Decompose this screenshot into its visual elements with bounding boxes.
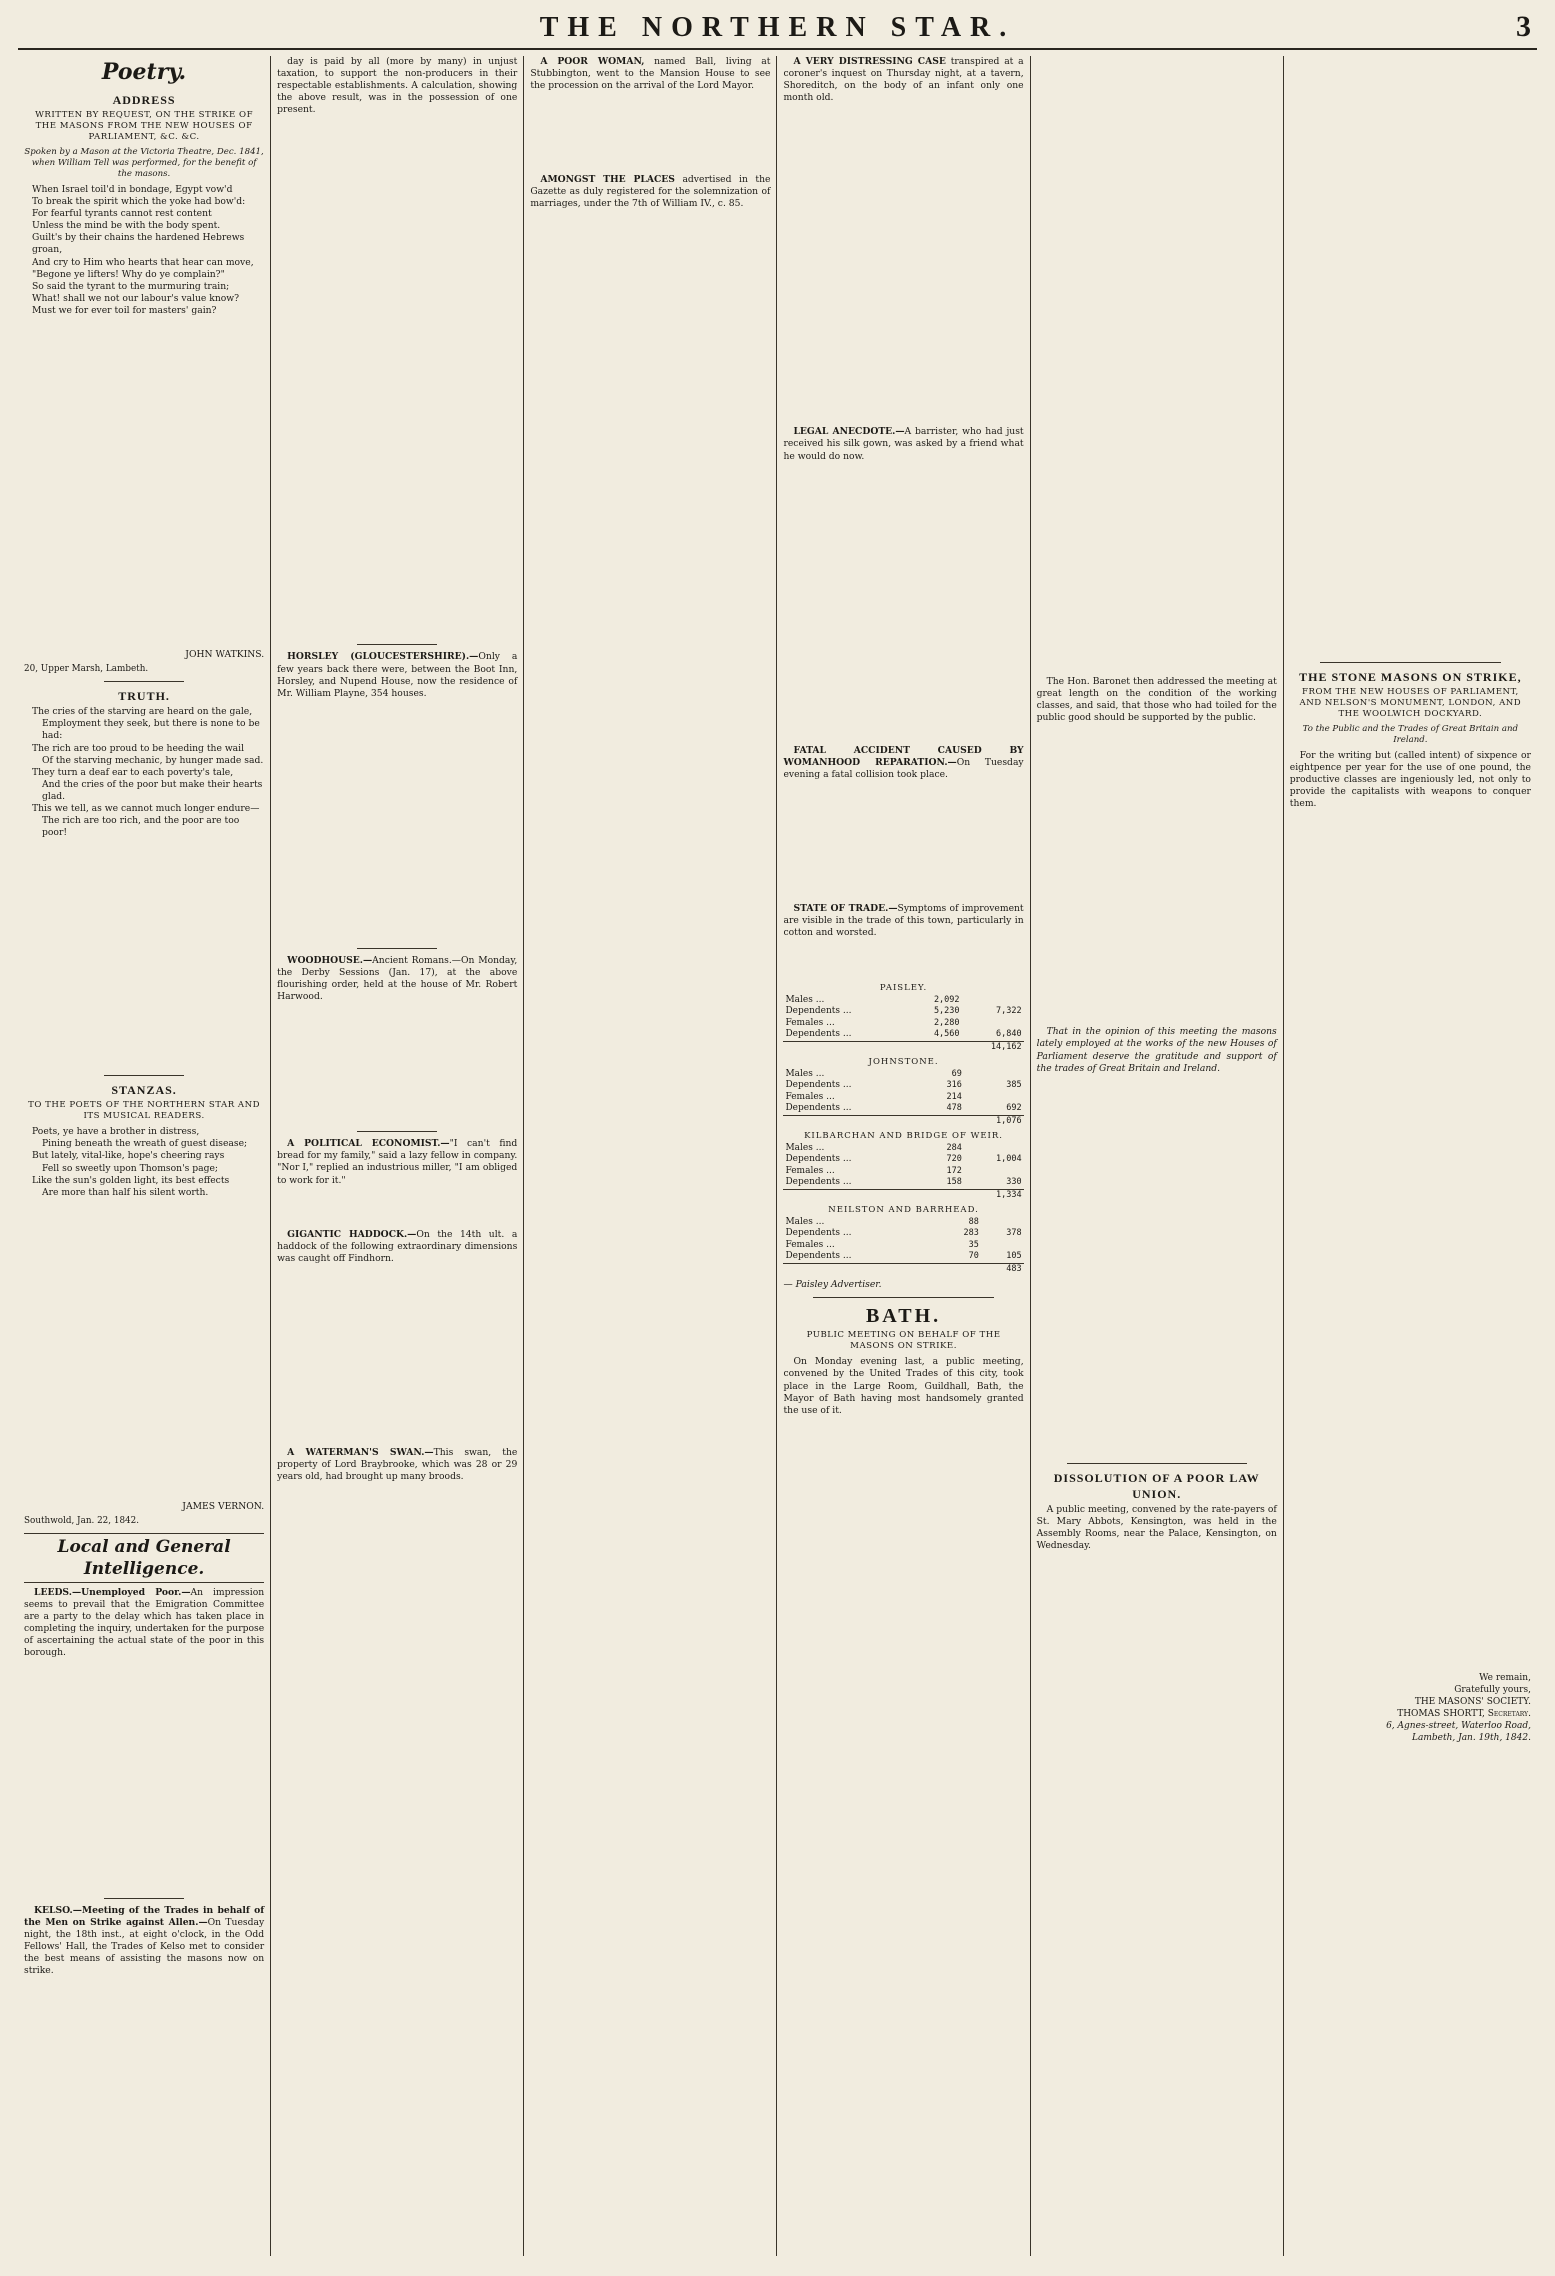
stats-label: Males ... (785, 1068, 825, 1079)
article-paragraph (277, 1447, 517, 1483)
article-continuation (277, 1267, 517, 1447)
bath-title: BATH. (865, 1305, 942, 1328)
stats-total-spacer (783, 1189, 924, 1201)
article-paragraph (783, 426, 1023, 462)
column-6 (1284, 56, 1537, 2256)
article-text: On Monday evening last, a public meeting, convened by the United Trades of this city, took place in the Large Room, Guildhall, Bath, the Mayor of Bath having most handsomely granted the use of it. (783, 1356, 1024, 1416)
stats-value: 283 (963, 1228, 979, 1239)
poem-line: Unless the mind be with the body spent. (32, 220, 221, 232)
stats-row (783, 1228, 1023, 1240)
closing-line: THE MASONS' SOCIETY. (1414, 1697, 1531, 1708)
divider (104, 681, 184, 682)
poem-line: What! shall we not our labour's value know? (32, 292, 240, 304)
column-3 (524, 56, 777, 2256)
paisley-stats (783, 983, 1023, 1275)
article-paragraph (1290, 750, 1531, 810)
stats-total: 1,334 (964, 1189, 1024, 1201)
column-1 (18, 56, 271, 2256)
article-text: day is paid by all (more by many) in unjust taxation, to support the non-producers in their respectable establishments. A calculation, showing the above result, was in the possession of one present. (277, 56, 518, 116)
article-continuation (1037, 1077, 1277, 1457)
article-lead: HORSLEY (GLOUCESTERSHIRE).— (287, 651, 479, 663)
article-text: An impression seems to prevail that the Emigration Committee are a party to the delay which has taken place in completing the inquiry, undertaken for the purpose of ascertaining the actual state of the poor in this borough. (24, 1587, 265, 1659)
poem-line: Pining beneath the wreath of guest disease; (42, 1138, 248, 1150)
divider (813, 1297, 993, 1298)
article-text: "I can't find bread for my family," said a lazy fellow in company. "Nor I," replied an industrious miller, "I am obliged to work for it." (277, 1138, 518, 1186)
stats-label: Dependents ... (785, 1228, 852, 1239)
stats-table (783, 1131, 1023, 1201)
stanzas-poem-dedication: TO THE POETS OF THE NORTHERN STAR AND ITS MUSICAL READERS. (28, 1100, 261, 1122)
article-continuation (530, 94, 770, 174)
stanzas-poem-address: Southwold, Jan. 22, 1842. (24, 1515, 140, 1526)
article-text: transpired at a coroner's inquest on Thursday night, at a tavern, Shoreditch, on the body of an infant only one month old. (783, 56, 1024, 104)
article-text: This swan, the property of Lord Braybrooke, which was 28 or 29 years old, had brought up many broods. (277, 1446, 518, 1483)
stats-row (783, 1006, 1023, 1018)
stats-value: 2,280 (933, 1017, 960, 1028)
article-text: Symptoms of improvement are visible in the trade of this town, particularly in cotton and worsted. (783, 902, 1024, 939)
article-paragraph (783, 56, 1023, 104)
stats-row (783, 1217, 1023, 1229)
article-lead: A POLITICAL ECONOMIST.— (287, 1138, 450, 1150)
stats-total-spacer (925, 1115, 964, 1127)
poem-line: They turn a deaf ear to each poverty's tale, (32, 766, 234, 778)
stats-label: Dependents ... (785, 1177, 852, 1188)
article-paragraph (1037, 1026, 1277, 1074)
poetry-section-title: Poetry. (101, 59, 187, 85)
article-continuation (783, 941, 1023, 981)
article-lead: LEGAL ANECDOTE.— (793, 426, 905, 438)
truth-poem-continuation (24, 839, 264, 1069)
page-number: 3 (1516, 10, 1531, 43)
article-text: Ancient Romans.—On Monday, the Derby Sessions (Jan. 17), at the above flourishing order, held at the house of Mr. Robert Harwood. (277, 954, 518, 1003)
article-text: On Tuesday night, the 18th inst., at eight o'clock, in the Odd Fellows' Hall, the Trades of Kelso met to consider the best means of assisting the masons now on strike. (24, 1916, 265, 1977)
article-lead: WOODHOUSE.— (287, 954, 373, 966)
article-paragraph (783, 1356, 1023, 1416)
stats-table (783, 1205, 1023, 1275)
article-paragraph (277, 651, 517, 699)
poem-line: But lately, vital-like, hope's cheering rays (32, 1150, 225, 1162)
article-continuation (277, 1005, 517, 1125)
article-continuation (530, 213, 770, 1613)
stats-label: Dependents ... (785, 1103, 852, 1114)
address-poem-title: ADDRESS (112, 93, 176, 107)
poem-line: This we tell, as we cannot much longer endure— (32, 802, 260, 814)
stats-value: 5,230 (933, 1006, 960, 1017)
article-continuation (783, 1419, 1023, 1619)
article-lead: STATE OF TRADE.— (793, 902, 898, 914)
address-poem-continuation (24, 317, 264, 647)
stats-subtotal (962, 995, 1024, 1007)
divider (1067, 1463, 1247, 1464)
closing-line: We remain, (1479, 1673, 1531, 1684)
stats-total-row (783, 1115, 1023, 1127)
article-paragraph (24, 1905, 264, 1978)
stats-value: 88 (968, 1216, 979, 1227)
article-continuation (783, 783, 1023, 903)
stats-label: Dependents ... (785, 1029, 852, 1040)
article-continuation (1290, 812, 1531, 1672)
article-continuation (277, 702, 517, 942)
poem-line: For fearful tyrants cannot rest content (32, 208, 212, 220)
divider (104, 1898, 184, 1899)
stone-masons-closing (1290, 1672, 1531, 1744)
stats-total-row (783, 1041, 1023, 1053)
stats-value: 316 (946, 1080, 962, 1091)
stats-subtotal: 378 (1006, 1228, 1022, 1239)
stats-subtotal: 385 (1006, 1080, 1022, 1091)
article-continuation (277, 1485, 517, 1985)
column-2 (271, 56, 524, 2256)
stats-row (783, 1251, 1023, 1263)
stats-label: Males ... (785, 1142, 825, 1153)
stats-row (783, 995, 1023, 1007)
stats-row (783, 1103, 1023, 1115)
stats-label: Males ... (785, 1216, 825, 1227)
stats-total-spacer (925, 1189, 964, 1201)
article-paragraph (277, 56, 517, 116)
article-continuation (1037, 1554, 1277, 1814)
stanzas-poem-continuation (24, 1199, 264, 1499)
article-text: advertised in the Gazette as duly registered for the solemnization of marriages, under the 7th of William IV., c. 85. (530, 174, 771, 210)
stats-total-spacer (783, 1263, 938, 1275)
article-continuation (277, 118, 517, 638)
poem-line: So said the tyrant to the murmuring train; (32, 280, 230, 292)
article-continuation (277, 1189, 517, 1229)
poem-line: Are more than half his silent worth. (42, 1186, 209, 1198)
divider (357, 644, 437, 645)
stats-row (783, 1154, 1023, 1166)
stats-total: 1,076 (964, 1115, 1024, 1127)
stats-value: 4,560 (933, 1029, 960, 1040)
article-text: A public meeting, convened by the rate-payers of St. Mary Abbots, Kensington, was held in the Assembly Rooms, near the Palace, Kensington, on Wednesday. (1036, 1503, 1277, 1552)
stats-label: Dependents ... (785, 1080, 852, 1091)
stanzas-poem-signature: JAMES VERNON. (182, 1500, 265, 1512)
stats-value: 172 (946, 1165, 962, 1176)
stats-value: 284 (946, 1142, 962, 1153)
stats-subtotal (964, 1069, 1024, 1081)
divider (1320, 662, 1501, 663)
address-poem-signature: JOHN WATKINS. (185, 649, 265, 661)
article-paragraph (277, 955, 517, 1003)
article-paragraph (530, 56, 770, 92)
stats-label: Dependents ... (785, 1251, 852, 1262)
article-lead: AMONGST THE PLACES (540, 174, 675, 186)
local-intelligence-title: Local and General Intelligence. (24, 1533, 264, 1583)
article-text: That in the opinion of this meeting the masons lately employed at the works of the new Houses of Parliament deserve the gratitude and support of the trades of Great Britain and Ireland. (1036, 1026, 1277, 1074)
stats-total-spacer (783, 1115, 924, 1127)
article-lead: FATAL ACCIDENT CAUSED BY WOMANHOOD REPARATION.— (783, 744, 1024, 768)
stats-credit: — Paisley Advertiser. (783, 1279, 882, 1291)
poem-line: Fell so sweetly upon Thomson's page; (42, 1162, 219, 1174)
stats-row (783, 1240, 1023, 1252)
stats-subtotal: 692 (1006, 1103, 1022, 1114)
divider (104, 1075, 184, 1076)
article-lead: GIGANTIC HADDOCK.— (287, 1228, 417, 1240)
stats-value: 478 (946, 1103, 962, 1114)
address-poem-subtitle: WRITTEN BY REQUEST, ON THE STRIKE OF THE MASONS FROM THE NEW HOUSES OF PARLIAMENT, &C. &C. (35, 110, 254, 142)
poor-law-title: DISSOLUTION OF A POOR LAW UNION. (1053, 1470, 1260, 1501)
address-poem-body (24, 184, 264, 317)
poem-line: The rich are too proud to be heeding the wail (32, 742, 245, 754)
stats-subtotal (964, 1092, 1024, 1104)
stats-total-spacer (783, 1041, 908, 1053)
stats-total-spacer (909, 1041, 962, 1053)
stats-value: 720 (946, 1154, 962, 1165)
stats-total-spacer (938, 1263, 981, 1275)
article-continuation (1037, 56, 1277, 676)
stanzas-poem-title: STANZAS. (111, 1083, 177, 1098)
poem-line: And the cries of the poor but make their hearts glad. (42, 778, 263, 802)
stats-value: 35 (968, 1239, 979, 1250)
address-poem-address: 20, Upper Marsh, Lambeth. (24, 664, 149, 675)
truth-poem-title: TRUTH. (118, 689, 170, 704)
article-paragraph (1037, 1504, 1277, 1552)
article-continuation (783, 465, 1023, 745)
columns (18, 56, 1537, 2256)
poem-line: And cry to Him who hearts that hear can move, (32, 256, 254, 268)
stats-subtotal: 105 (1006, 1251, 1022, 1262)
stats-value: 214 (946, 1091, 962, 1102)
divider (357, 1131, 437, 1132)
column-5 (1031, 56, 1284, 2256)
closing-line: 6, Agnes-street, Waterloo Road, (1386, 1721, 1531, 1732)
stats-value: 70 (968, 1251, 979, 1262)
poem-line: When Israel toil'd in bondage, Egypt vow'd (32, 184, 233, 195)
article-continuation (24, 1662, 264, 1892)
poem-line: "Begone ye lifters! Why do ye complain?" (32, 268, 225, 280)
stats-row (783, 1069, 1023, 1081)
masthead (18, 8, 1537, 50)
article-paragraph (24, 1587, 264, 1660)
poem-line: Employment they seek, but there is none to be had: (42, 718, 260, 742)
stats-label: Dependents ... (785, 1006, 852, 1017)
stats-subtotal: 330 (1006, 1177, 1022, 1188)
stone-masons-subtitle: FROM THE NEW HOUSES OF PARLIAMENT, AND NELSON'S MONUMENT, LONDON, AND THE WOOLWICH DOCKYARD. (1299, 687, 1522, 719)
poem-line: Guilt's by their chains the hardened Hebrews groan, (32, 232, 245, 256)
stats-subtotal: 1,004 (996, 1154, 1022, 1165)
article-lead: A WATERMAN'S SWAN.— (287, 1446, 434, 1458)
stats-value: 158 (946, 1177, 962, 1188)
column-4 (777, 56, 1030, 2256)
article-text: Only a few years back there were, between the Boot Inn, Horsley, and Nupend House, now the residence of Mr. William Playne, 354 houses. (277, 651, 518, 699)
stats-row (783, 1092, 1023, 1104)
stats-table-caption: NEILSTON AND BARRHEAD. (828, 1205, 979, 1216)
stats-table (783, 983, 1023, 1053)
stats-subtotal (981, 1240, 1024, 1252)
address-poem-note: Spoken by a Mason at the Victoria Theatre, Dec. 1841, when William Tell was performed, for the benefit of the masons. (24, 147, 264, 179)
stone-masons-address-to: To the Public and the Trades of Great Britain and Ireland. (1302, 724, 1519, 745)
stats-row (783, 1018, 1023, 1030)
stats-subtotal: 6,840 (996, 1029, 1022, 1040)
stats-value: 69 (951, 1068, 962, 1079)
stats-row (783, 1080, 1023, 1092)
stats-row (783, 1143, 1023, 1155)
article-paragraph (530, 174, 770, 210)
stats-label: Females ... (785, 1017, 835, 1028)
stats-label: Females ... (785, 1239, 835, 1250)
article-lead: A VERY DISTRESSING CASE (793, 56, 946, 67)
article-continuation (1037, 726, 1277, 1026)
stats-row (783, 1177, 1023, 1189)
article-lead: KELSO.—Meeting of the Trades in behalf of the Men on Strike against Allen.— (24, 1904, 265, 1928)
stats-table-caption: PAISLEY. (879, 983, 928, 994)
closing-line: Lambeth, Jan. 19th, 1842. (1411, 1733, 1531, 1744)
stats-total-row (783, 1189, 1023, 1201)
poem-line: Must we for ever toil for masters' gain? (32, 304, 217, 316)
article-continuation (1290, 56, 1531, 656)
article-paragraph (1037, 676, 1277, 724)
stats-subtotal (964, 1166, 1024, 1178)
stats-subtotal (981, 1217, 1024, 1229)
article-paragraph (783, 903, 1023, 939)
poem-line: The cries of the starving are heard on the gale, (32, 706, 253, 718)
article-text: For the writing but (called intent) of sixpence or eightpence per year for the use of one pound, the productive classes are ingeniously led, not only to provide the capitalists with weapons to conquer them. (1289, 750, 1531, 810)
article-text: On the 14th ult. a haddock of the following extraordinary dimensions was caught off Findhorn. (277, 1228, 518, 1264)
stats-label: Females ... (785, 1165, 835, 1176)
stats-label: Females ... (785, 1091, 835, 1102)
masthead-title: THE NORTHERN STAR. (539, 12, 1016, 43)
article-text: A barrister, who had just received his silk gown, was asked by a friend what he would do now. (783, 426, 1024, 462)
poem-line: Like the sun's golden light, its best effects (32, 1174, 230, 1186)
article-paragraph (277, 1229, 517, 1265)
poem-line: Poets, ye have a brother in distress, (32, 1126, 200, 1138)
article-lead: A POOR WOMAN, (540, 56, 645, 67)
article-text: The Hon. Baronet then addressed the meeting at great length on the condition of the working classes, and said, that those who had toiled for the public good should be supported by the public. (1036, 676, 1277, 724)
stats-row (783, 1166, 1023, 1178)
poem-line: Of the starving mechanic, by hunger made sad. (42, 754, 264, 766)
stats-subtotal (962, 1018, 1024, 1030)
stats-total: 14,162 (962, 1041, 1024, 1053)
poem-line: To break the spirit which the yoke had bow'd: (32, 196, 246, 208)
article-paragraph (277, 1138, 517, 1186)
stats-label: Males ... (785, 994, 825, 1005)
stats-table (783, 1057, 1023, 1127)
truth-poem-body (24, 706, 264, 839)
stats-value: 2,092 (933, 994, 960, 1005)
article-paragraph (783, 745, 1023, 781)
stanzas-poem-body (24, 1126, 264, 1199)
stone-masons-title: THE STONE MASONS ON STRIKE, (1299, 670, 1522, 684)
stats-label: Dependents ... (785, 1154, 852, 1165)
closing-line: Gratefully yours, (1454, 1685, 1531, 1696)
stats-total-row (783, 1263, 1023, 1275)
article-text: named Ball, living at Stubbington, went to the Mansion House to see the procession on the arrival of the Lord Mayor. (530, 56, 771, 92)
poem-line: The rich are too rich, and the poor are too poor! (42, 815, 240, 839)
stats-row (783, 1029, 1023, 1041)
stats-total: 483 (981, 1263, 1024, 1275)
stats-subtotal: 7,322 (996, 1006, 1022, 1017)
stats-table-caption: JOHNSTONE. (868, 1057, 939, 1068)
article-text: On Tuesday evening a fatal collision took place. (783, 756, 1024, 780)
bath-subtitle: PUBLIC MEETING ON BEHALF OF THE MASONS ON STRIKE. (806, 1330, 1001, 1352)
closing-line: THOMAS SHORTT, Secretary. (1397, 1709, 1531, 1720)
divider (357, 948, 437, 949)
stats-table-caption: KILBARCHAN AND BRIDGE OF WEIR. (804, 1131, 1003, 1142)
stats-subtotal (964, 1143, 1024, 1155)
article-lead: LEEDS.—Unemployed Poor.— (34, 1587, 191, 1598)
article-continuation (783, 106, 1023, 426)
